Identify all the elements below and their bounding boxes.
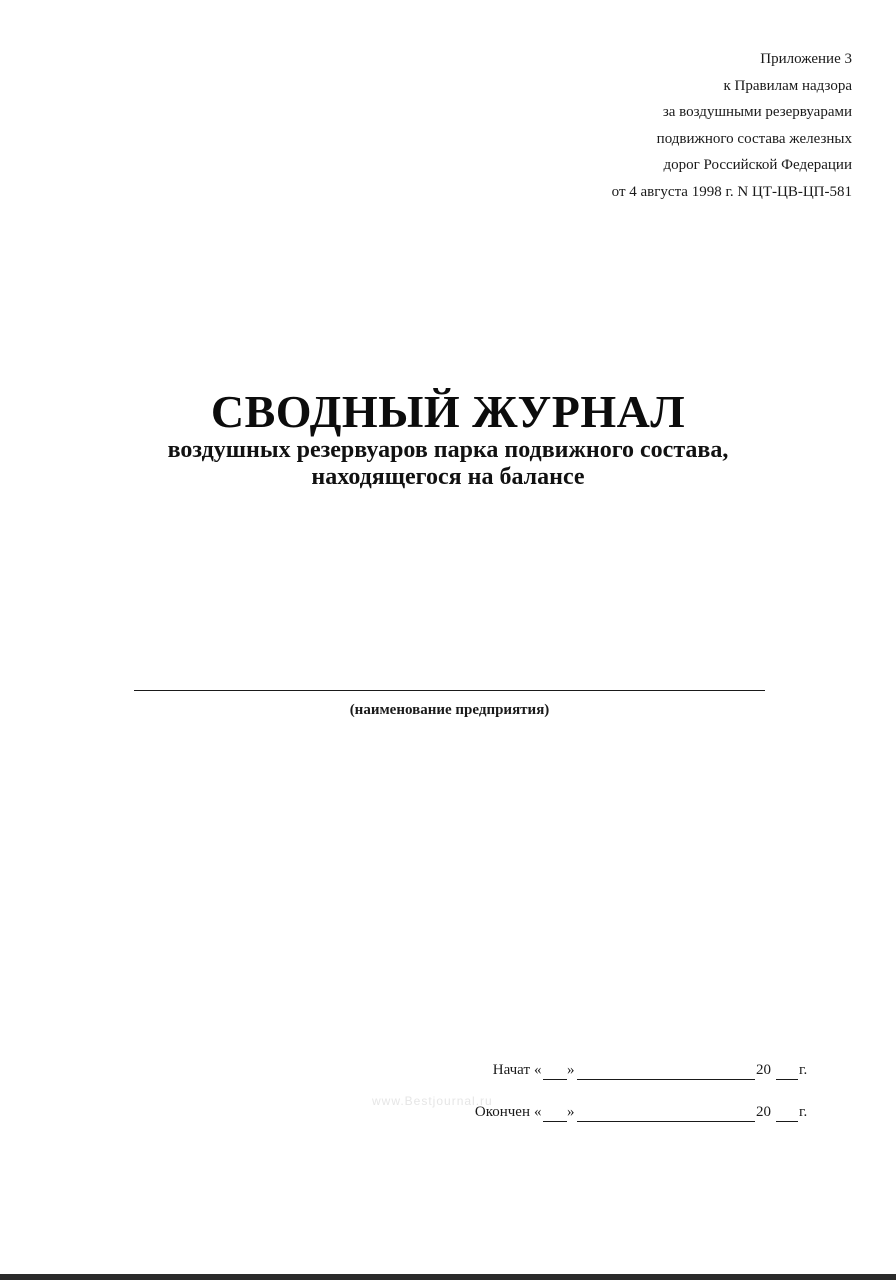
finished-label: Окончен	[474, 1104, 530, 1120]
subtitle-line-2: находящегося на балансе	[311, 464, 585, 490]
appendix-line: подвижного состава железных	[656, 130, 852, 147]
organization-name-line	[134, 690, 765, 691]
month-blank-line	[577, 1079, 755, 1080]
organization-caption: (наименование предприятия)	[349, 702, 550, 718]
watermark: www.Bestjournal.ru	[372, 1094, 493, 1108]
year-blank-line	[776, 1079, 798, 1080]
day-blank-line	[543, 1121, 567, 1122]
year-prefix: 20	[756, 1104, 771, 1120]
finished-date-row	[440, 1104, 820, 1128]
month-blank-line	[577, 1121, 755, 1122]
bottom-border	[0, 1274, 896, 1280]
journal-title: СВОДНЫЙ ЖУРНАЛ	[210, 386, 686, 437]
appendix-line: к Правилам надзора	[723, 77, 852, 94]
year-suffix: г.	[799, 1062, 808, 1078]
quote-close: »	[567, 1062, 575, 1078]
journal-subtitle	[0, 437, 896, 491]
appendix-line: Приложение 3	[760, 51, 852, 67]
year-prefix: 20	[756, 1062, 771, 1078]
year-blank-line	[776, 1121, 798, 1122]
started-date-row	[440, 1062, 820, 1086]
subtitle-line-1: воздушных резервуаров парка подвижного состава,	[167, 437, 729, 463]
quote-open: «	[534, 1062, 542, 1078]
appendix-line: за воздушными резервуарами	[662, 104, 852, 120]
year-suffix: г.	[799, 1104, 808, 1120]
day-blank-line	[543, 1079, 567, 1080]
appendix-line: от 4 августа 1998 г. N ЦТ-ЦВ-ЦП-581	[611, 183, 852, 200]
appendix-block	[492, 46, 852, 205]
quote-close: »	[567, 1104, 575, 1120]
appendix-line: дорог Российской Федерации	[663, 157, 852, 173]
started-label: Начат	[492, 1062, 530, 1078]
quote-open: «	[534, 1104, 542, 1120]
